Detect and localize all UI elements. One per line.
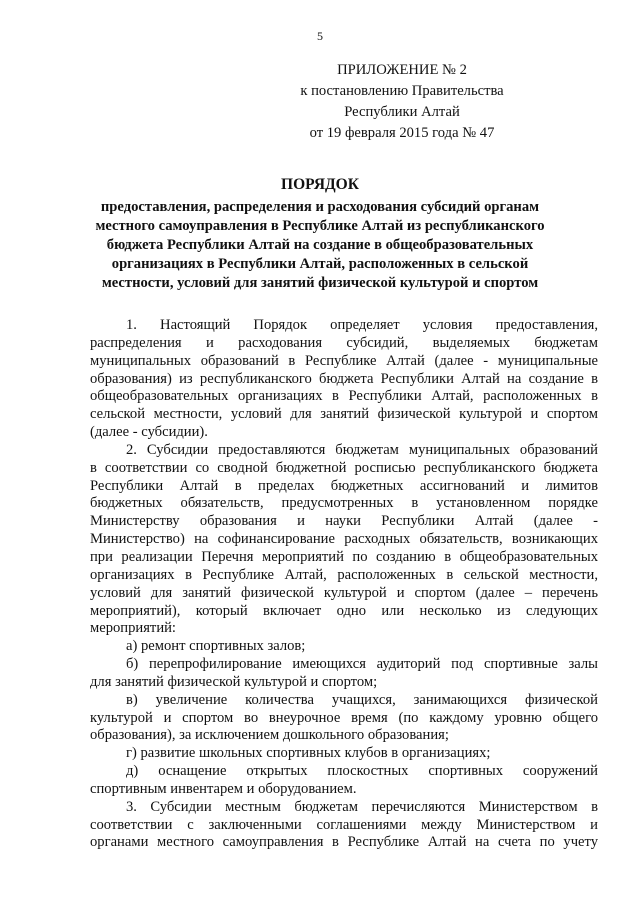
body-line: соответствии с заключенными соглашениями между Министерством и	[90, 816, 598, 833]
body-line: для занятий физической культурой и спортом;	[90, 673, 378, 690]
subtitle-line: местности, условий для занятий физической культурой и спортом	[101, 275, 539, 291]
subtitle-line: бюджета Республики Алтай на создание в общеобразовательных	[106, 237, 534, 253]
appendix-line: от 19 февраля 2015 года № 47	[309, 125, 495, 141]
body-line: д) оснащение открытых плоскостных спортивных сооружений	[126, 763, 598, 780]
body-line: 2. Субсидии предоставляются бюджетам муниципальных образований	[126, 441, 598, 458]
appendix-line: ПРИЛОЖЕНИЕ № 2	[337, 62, 467, 78]
body-line: мероприятий), который включает одно или несколько из следующих	[90, 602, 598, 619]
page-number: 5	[317, 29, 323, 43]
body-line: бюджетных обязательств, предусмотренных в установленном порядке	[90, 495, 598, 512]
body-line: 3. Субсидии местным бюджетам перечисляются Министерством в	[126, 798, 598, 815]
body-line: условий для занятий физической культурой и спортом (далее – перечень	[90, 584, 598, 601]
body-line: 1. Настоящий Порядок определяет условия предоставления,	[126, 317, 598, 333]
body-line: образования), за исключением дошкольного образования;	[90, 727, 449, 744]
subtitle-line: предоставления, распределения и расходования субсидий органам	[100, 199, 540, 215]
subtitle-line: местного самоуправления в Республике Алтай из республиканского	[95, 218, 545, 234]
body-line: организациях в Республике Алтай, расположенных в сельской местности,	[90, 566, 598, 583]
appendix-line: Республики Алтай	[344, 104, 460, 120]
body-line: г) развитие школьных спортивных клубов в организациях;	[126, 745, 491, 762]
body-line: при реализации Перечня мероприятий по созданию в общеобразовательных	[90, 548, 598, 565]
subtitle-line: организациях в Республики Алтай, расположенных в сельской	[111, 256, 529, 272]
body-line: мероприятий:	[90, 620, 176, 637]
body-line: сельской местности, условий для занятий физической культурой и спортом	[90, 406, 598, 423]
body-line: образования) из республиканского бюджета Республики Алтай на создание в	[90, 370, 598, 387]
body-line: (далее - субсидии).	[90, 424, 208, 441]
appendix-header	[252, 60, 552, 144]
body-line: муниципальных образований в Республике Алтай (далее - муниципальные	[90, 352, 598, 369]
body-line: б) перепрофилирование имеющихся аудиторий под спортивные залы	[126, 656, 598, 673]
document-title: ПОРЯДОК	[281, 176, 359, 193]
body-line: общеобразовательных организациях в Республики Алтай, расположенных в	[90, 388, 598, 405]
body-line: а) ремонт спортивных залов;	[126, 638, 306, 655]
document-body	[90, 317, 598, 852]
body-line: распределения и расходования субсидий, выделяемых бюджетам	[90, 334, 598, 351]
body-line: в) увеличение количества учащихся, занимающихся физической	[126, 691, 598, 708]
body-line: спортивным инвентарем и оборудованием.	[90, 780, 357, 797]
body-line: культурой и спортом во внеурочное время (по каждому уровню общего	[90, 709, 598, 726]
appendix-line: к постановлению Правительства	[300, 83, 504, 99]
body-line: Республики Алтай в пределах бюджетных ассигнований и лимитов	[90, 477, 598, 494]
body-line: органами местного самоуправления в Республике Алтай на счета по учету	[90, 834, 598, 851]
document-subtitle	[60, 198, 580, 293]
body-line: Министерство) на софинансирование расходных обязательств, возникающих	[90, 531, 598, 548]
body-line: Министерству образования и науки Республики Алтай (далее -	[90, 513, 598, 530]
body-line: в соответствии со сводной бюджетной росписью республиканского бюджета	[90, 459, 598, 476]
